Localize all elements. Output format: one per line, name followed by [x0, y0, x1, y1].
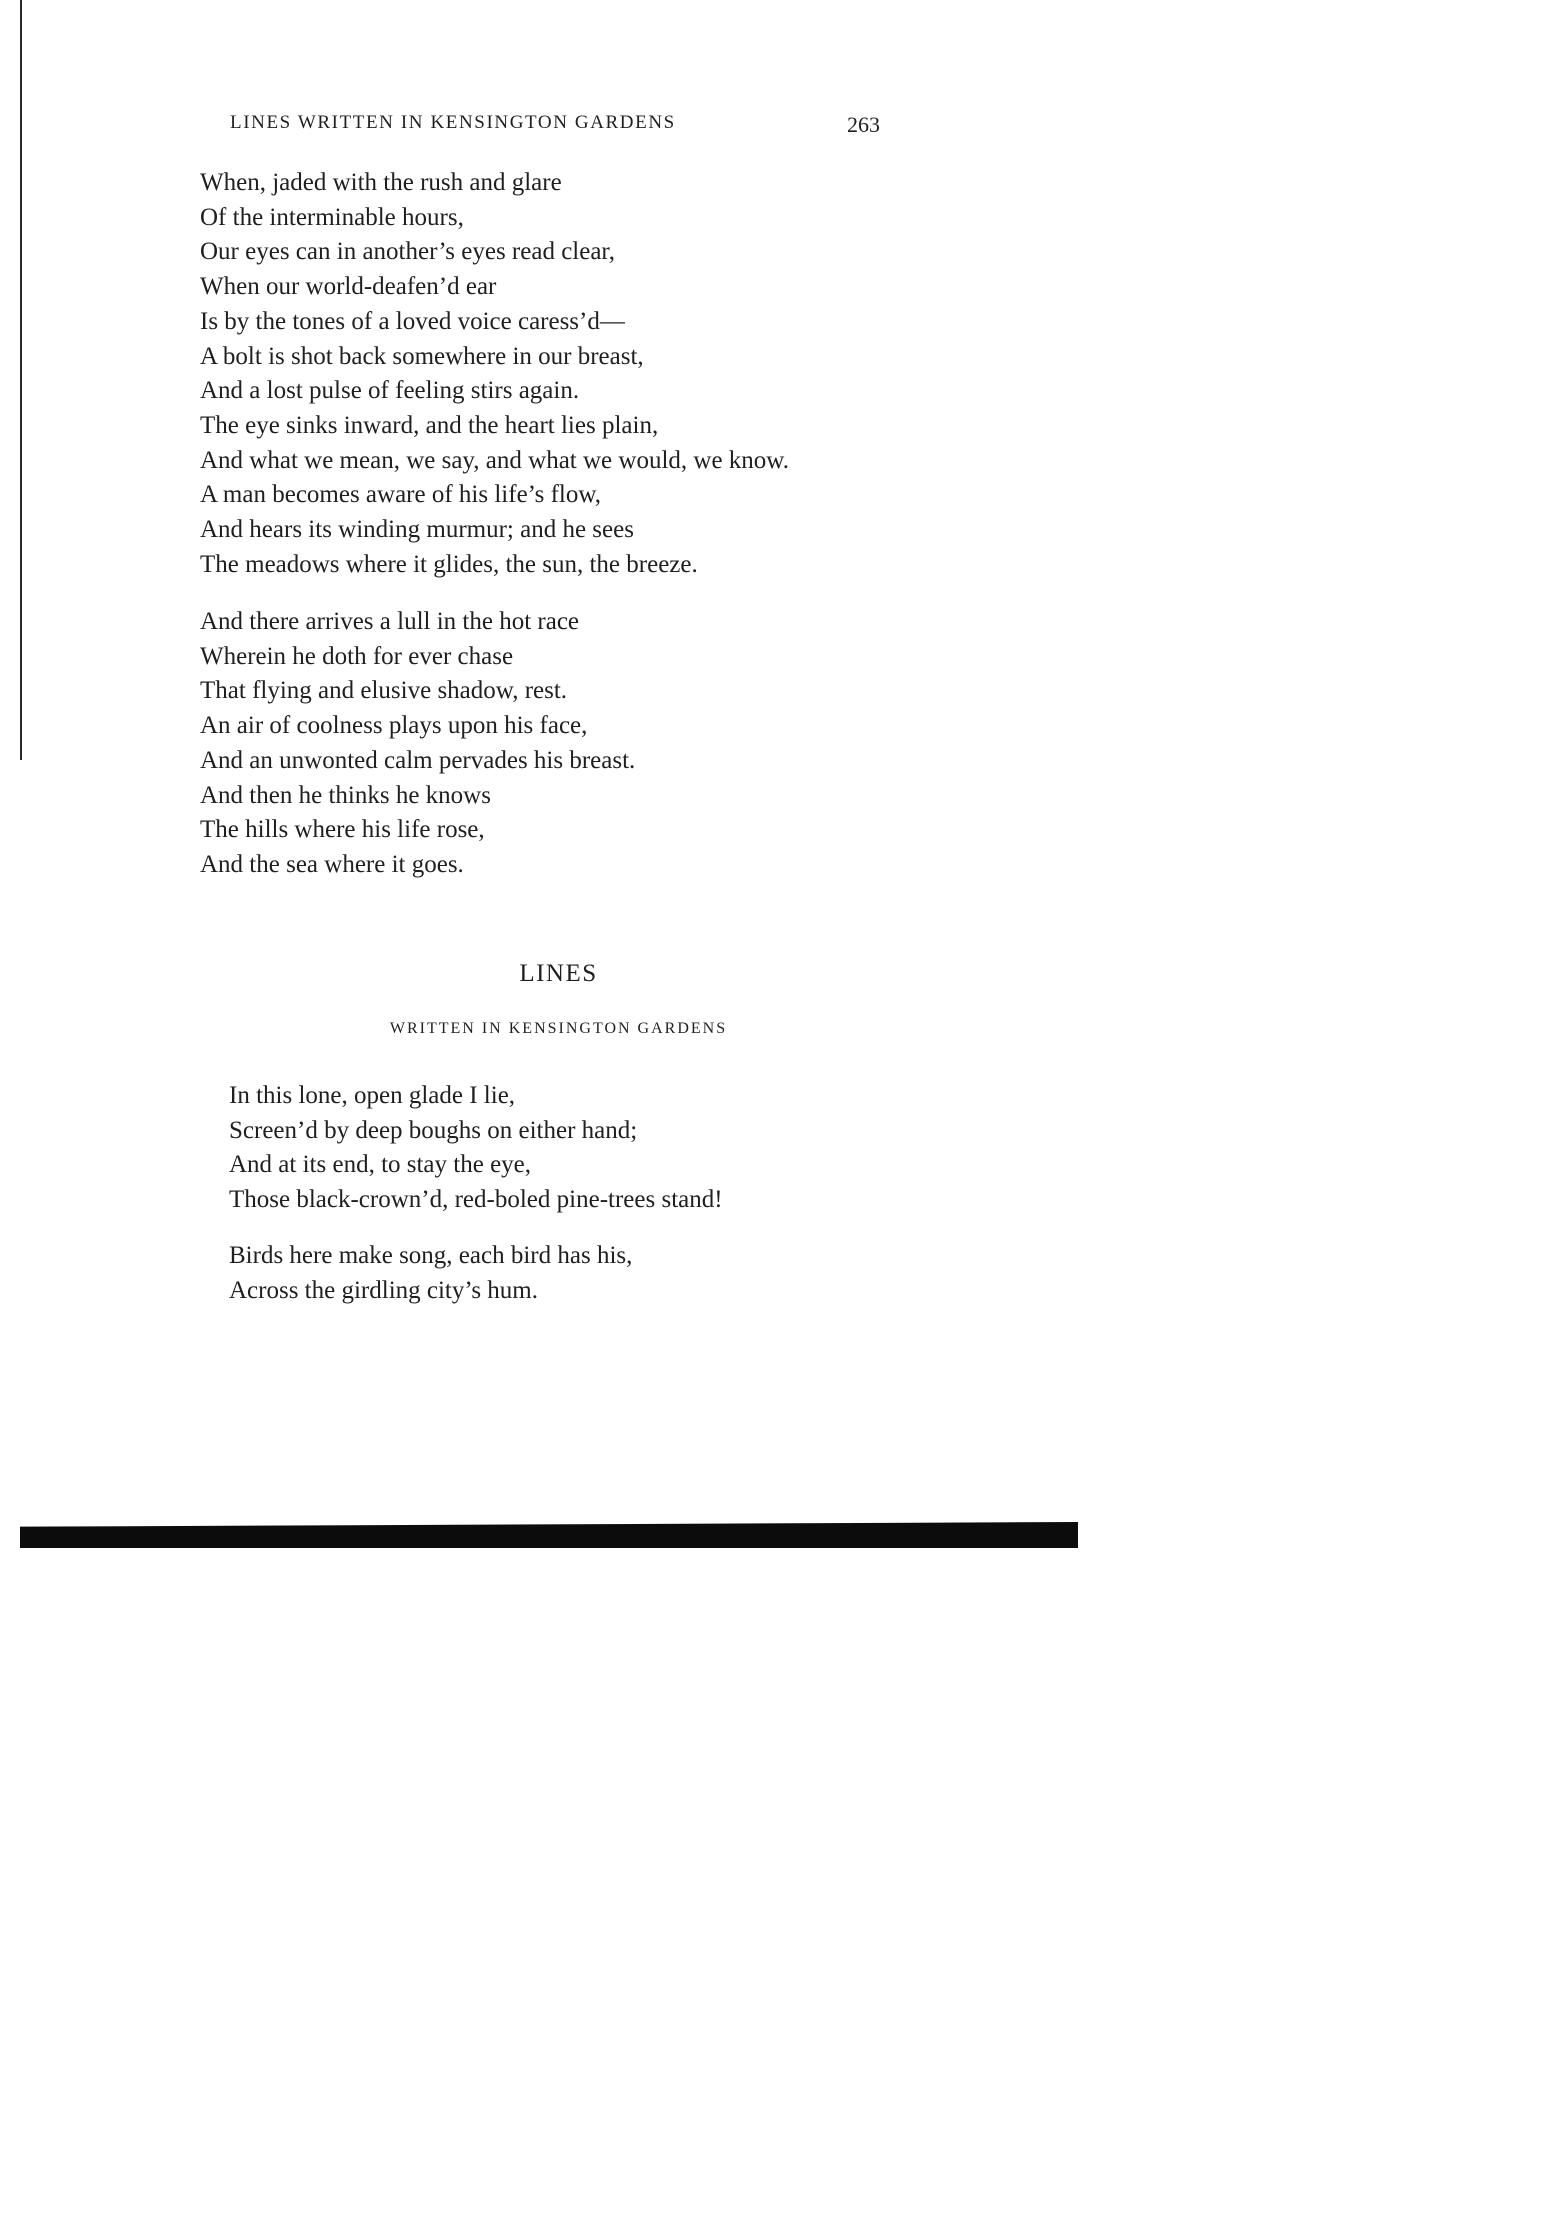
poem-line: When our world-deafen’d ear — [200, 273, 497, 301]
poem-line: That flying and elusive shadow, rest. — [200, 677, 568, 705]
poem-line: Of the interminable hours, — [200, 203, 464, 231]
page-edge-rule — [20, 0, 22, 760]
page-header — [230, 112, 880, 142]
poem-line: The eye sinks inward, and the heart lies plain, — [200, 411, 659, 439]
stanza — [200, 166, 789, 582]
poem-line: Is by the tones of a loved voice caress’d— — [200, 307, 625, 335]
poem-line: And what we mean, we say, and what we would, we know. — [200, 446, 789, 474]
poem-line: Screen’d by deep boughs on either hand; — [229, 1116, 638, 1144]
poem-line: The meadows where it glides, the sun, the breeze. — [200, 550, 698, 578]
poem-line: When, jaded with the rush and glare — [200, 169, 562, 196]
stanza — [229, 1239, 632, 1308]
poem-line: Our eyes can in another’s eyes read clear, — [200, 238, 616, 266]
poem-line: An air of coolness plays upon his face, — [200, 712, 588, 740]
stanza — [200, 605, 635, 883]
poem-line: Birds here make song, each bird has his, — [229, 1242, 633, 1269]
book-page — [0, 0, 1103, 1568]
poem-line: Across the girdling city’s hum. — [229, 1276, 538, 1304]
poem-line: Those black-crown’d, red-boled pine-trees stand! — [229, 1186, 723, 1214]
poem-subtitle: WRITTEN IN KENSINGTON GARDENS — [389, 1020, 728, 1037]
page-number: 263 — [847, 112, 880, 137]
poem-line: And hears its winding murmur; and he sees — [200, 516, 634, 544]
poem-line: And then he thinks he knows — [200, 781, 491, 809]
poem-line: In this lone, open glade I lie, — [229, 1082, 516, 1109]
stanza — [229, 1079, 723, 1218]
poem-line: The hills where his life rose, — [200, 816, 485, 844]
poem-title: LINES — [519, 960, 598, 987]
scan-edge-bar — [20, 1522, 1078, 1548]
poem-line: And at its end, to stay the eye, — [229, 1151, 532, 1179]
running-head: LINES WRITTEN IN KENSINGTON GARDENS — [230, 112, 676, 133]
poem-line: And an unwonted calm pervades his breast. — [200, 746, 636, 774]
poem-line: A man becomes aware of his life’s flow, — [200, 481, 602, 509]
poem-line: And a lost pulse of feeling stirs again. — [200, 377, 580, 405]
poem-line: A bolt is shot back somewhere in our breast, — [200, 342, 644, 370]
poem-line: And the sea where it goes. — [200, 850, 464, 878]
poem-line: Wherein he doth for ever chase — [200, 642, 514, 670]
poem-line: And there arrives a lull in the hot race — [200, 608, 580, 635]
